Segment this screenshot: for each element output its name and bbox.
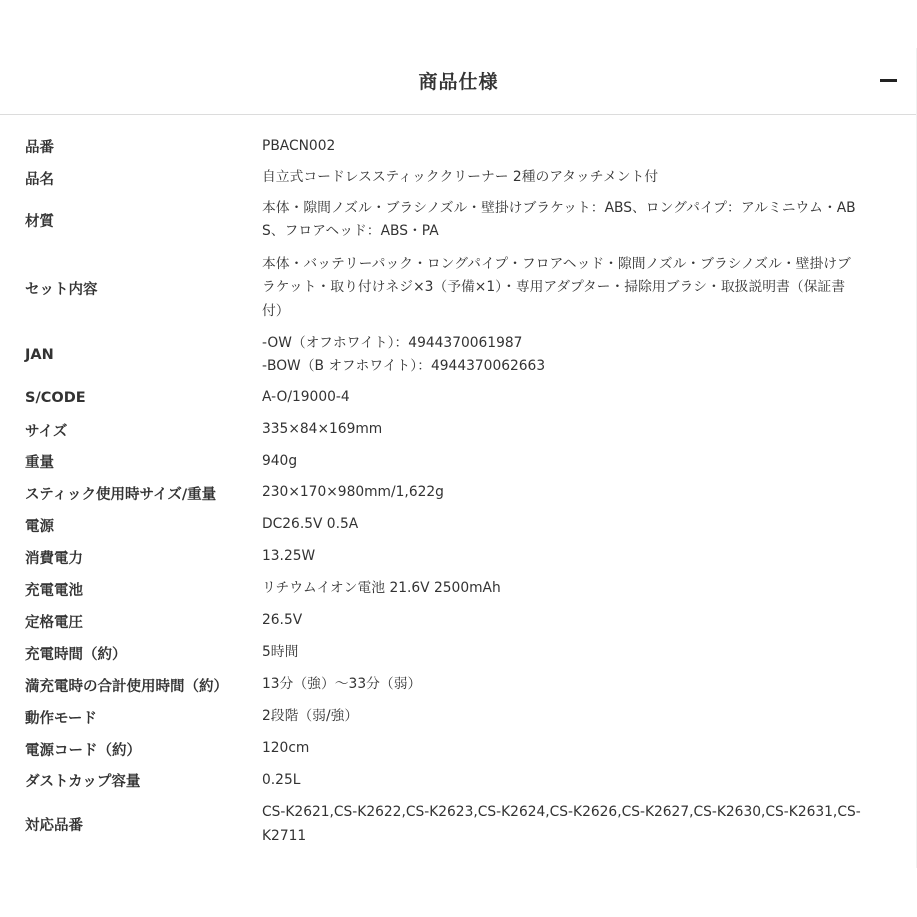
spec-row <box>0 329 917 381</box>
spec-row <box>0 765 917 796</box>
spec-value: A-O/19000-4 <box>262 388 350 405</box>
spec-label: 電源 <box>25 518 54 535</box>
spec-value: 26.5V <box>262 612 303 629</box>
spec-row <box>0 193 917 247</box>
spec-row <box>0 541 917 573</box>
spec-table <box>0 130 917 853</box>
spec-value: リチウムイオン電池 21.6V 2500mAh <box>262 580 501 597</box>
spec-row <box>0 669 917 701</box>
spec-value: 本体・隙間ノズル・ブラシノズル・壁掛けブラケット：ABS、ロングパイプ：アルミニウム・ABS、フロアヘッド：ABS・PA <box>262 199 856 239</box>
spec-label: サイズ <box>25 423 68 440</box>
spec-label: 対応品番 <box>25 818 83 834</box>
spec-label: ダストカップ容量 <box>25 774 141 790</box>
spec-value: 940g <box>262 452 298 469</box>
spec-value: -OW（オフホワイト）：4944370061987 -BOW（B オフホワイト）：4944370062663 <box>262 334 546 374</box>
spec-row <box>0 573 917 605</box>
spec-row <box>0 701 917 733</box>
spec-row <box>0 381 917 414</box>
spec-row <box>0 605 917 637</box>
spec-label: S/CODE <box>25 389 86 406</box>
spec-row <box>0 414 917 446</box>
spec-value: 2段階（弱/強） <box>262 708 359 725</box>
spec-value: 335×84×169mm <box>262 421 383 438</box>
spec-section-header[interactable] <box>0 48 917 115</box>
spec-row <box>0 477 917 509</box>
spec-row <box>0 247 917 329</box>
spec-label: 品番 <box>25 140 54 156</box>
spec-value: 0.25L <box>262 771 301 788</box>
spec-label: 電源コード（約） <box>25 742 141 759</box>
spec-label: 充電時間（約） <box>25 646 127 663</box>
spec-row <box>0 733 917 765</box>
spec-label: 動作モード <box>25 710 97 727</box>
spec-row <box>0 446 917 477</box>
spec-value: 5時間 <box>262 644 299 661</box>
spec-label: 満充電時の合計使用時間（約） <box>25 678 228 695</box>
spec-label: 消費電力 <box>25 550 83 567</box>
spec-label: 定格電圧 <box>25 614 83 631</box>
spec-label: 品名 <box>25 171 54 188</box>
spec-value: DC26.5V 0.5A <box>262 516 359 533</box>
spec-label: JAN <box>25 347 54 363</box>
spec-value: PBACN002 <box>262 137 336 154</box>
spec-row <box>0 796 917 853</box>
spec-row <box>0 130 917 163</box>
spec-row <box>0 509 917 541</box>
spec-value: 120cm <box>262 740 310 757</box>
section-title: 商品仕様 <box>418 71 499 93</box>
spec-value: CS-K2621,CS-K2622,CS-K2623,CS-K2624,CS-K2626,CS-K2627,CS-K2630,CS-K2631,CS-K2711 <box>262 804 861 844</box>
minus-icon[interactable] <box>880 79 897 82</box>
spec-row <box>0 637 917 669</box>
spec-value: 13分（強）～33分（弱） <box>262 676 422 693</box>
spec-value: 自立式コードレススティッククリーナー 2種のアタッチメント付 <box>262 169 659 186</box>
spec-label: セット内容 <box>25 281 98 298</box>
spec-row <box>0 163 917 193</box>
spec-value: 本体・バッテリーパック・ロングパイプ・フロアヘッド・隙間ノズル・ブラシノズル・壁掛けブラケット・取り付けネジ×3（予備×1）・専用アダプター・掃除用ブラシ・取扱説明書（保証書付） <box>262 255 851 319</box>
spec-label: 重量 <box>25 455 54 471</box>
spec-value: 13.25W <box>262 548 316 565</box>
spec-label: 材質 <box>25 213 54 230</box>
spec-value: 230×170×980mm/1,622g <box>262 484 444 501</box>
spec-label: スティック使用時サイズ/重量 <box>25 486 217 503</box>
spec-label: 充電電池 <box>25 582 83 599</box>
